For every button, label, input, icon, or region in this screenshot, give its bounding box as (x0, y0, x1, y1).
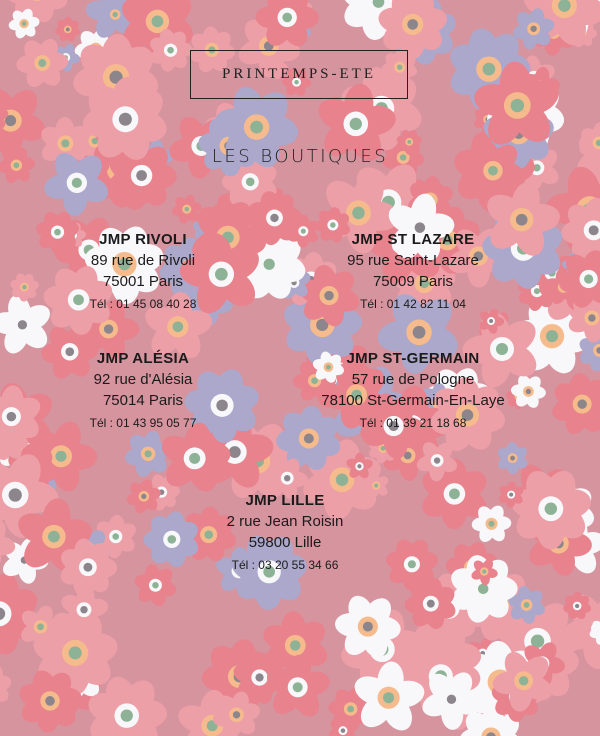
store-st-lazare (283, 229, 543, 315)
store-st-germain (283, 348, 543, 434)
store-name: JMP ALÉSIA (96, 350, 190, 367)
store-street: 95 rue Saint-Lazare (347, 252, 479, 269)
store-city: 75009 Paris (372, 273, 454, 290)
store-lille (155, 490, 415, 576)
store-street: 89 rue de Rivoli (90, 252, 196, 269)
store-street: 57 rue de Pologne (351, 371, 475, 388)
store-alesia (13, 348, 273, 434)
store-name: JMP RIVOLI (99, 231, 187, 248)
store-phone: Tél : 01 42 82 11 04 (360, 297, 466, 311)
store-rivoli (13, 229, 273, 315)
season-label: PRINTEMPS-ETE (190, 50, 408, 99)
store-phone: Tél : 01 43 95 05 77 (89, 416, 197, 430)
page-title: LES BOUTIQUES (211, 146, 389, 167)
store-phone: Tél : 01 39 21 18 68 (359, 416, 467, 430)
store-name: JMP ST-GERMAIN (346, 350, 480, 367)
store-name: JMP ST LAZARE (351, 231, 475, 248)
store-street: 92 rue d'Alésia (93, 371, 193, 388)
store-phone: Tél : 03 20 55 34 66 (231, 558, 339, 572)
store-name: JMP LILLE (245, 492, 325, 509)
store-city: 78100 St-Germain-En-Laye (321, 392, 505, 409)
store-phone: Tél : 01 45 08 40 28 (89, 297, 197, 311)
store-city: 59800 Lille (248, 534, 322, 551)
store-city: 75014 Paris (102, 392, 184, 409)
store-city: 75001 Paris (102, 273, 184, 290)
store-street: 2 rue Jean Roisin (226, 513, 344, 530)
